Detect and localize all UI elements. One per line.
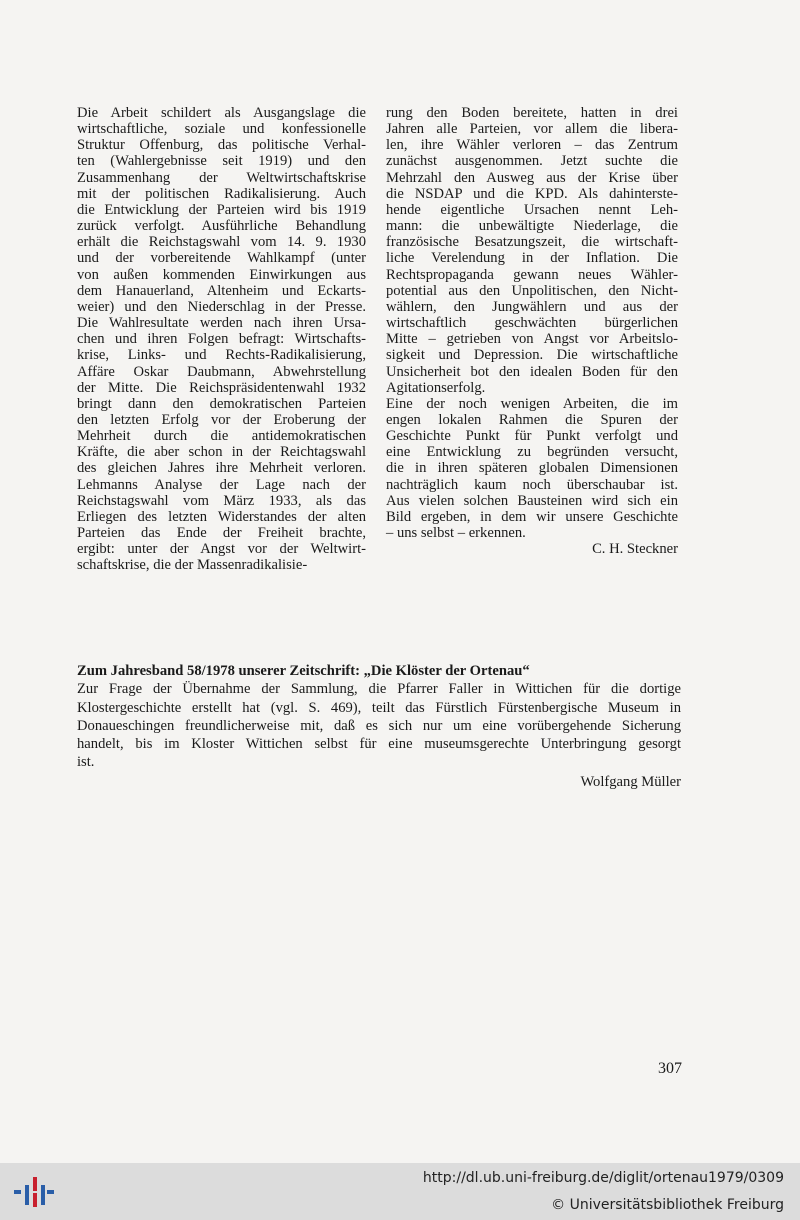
right-column-line: die in ihren späteren globalen Dimensionen bbox=[386, 460, 678, 477]
notice-line: Zur Frage der Übernahme der Sammlung, die Pfarrer Faller in Wittichen für die dortige bbox=[77, 681, 681, 698]
right-column-line: hende eigentliche Ursachen nennt Leh- bbox=[386, 201, 678, 218]
notice-line: Klostergeschichte erstellt hat (vgl. S. 469), teilt das Fürstlich Fürstenbergische Museum in bbox=[77, 699, 681, 716]
page-number: 307 bbox=[658, 1060, 682, 1077]
notice-section bbox=[77, 662, 681, 791]
right-column-line: Geschichte Punkt für Punkt verfolgt und bbox=[386, 428, 678, 445]
left-column-line: mit der politischen Radikalisierung. Auch bbox=[77, 185, 366, 202]
right-column-line: Mitte – getrieben von Angst vor Arbeitslo- bbox=[386, 331, 678, 348]
right-column-line: Mehrzahl den Ausweg aus der Krise über bbox=[386, 169, 678, 186]
right-text-column bbox=[386, 105, 678, 557]
left-column-line: Kräfte, die aber schon in der Reichtagswahl bbox=[77, 444, 366, 461]
right-column-line: Bild ergeben, in dem wir unsere Geschichte bbox=[386, 508, 678, 525]
left-column-line: Affäre Oskar Daubmann, Abwehrstellung bbox=[77, 363, 366, 380]
right-column-line: Eine der noch wenigen Arbeiten, die im bbox=[386, 395, 678, 412]
left-column-line: wirtschaftliche, soziale und konfessionelle bbox=[77, 121, 366, 138]
left-column-line: den letzten Erfolg vor der Eroberung der bbox=[77, 411, 366, 428]
right-column-line: potential aus den Unpolitischen, den Nicht- bbox=[386, 282, 678, 299]
left-column-line: Die Arbeit schildert als Ausgangslage die bbox=[77, 105, 366, 121]
notice-line: handelt, bis im Kloster Wittichen selbst für eine museumsgerechte Unterbringung gesorgt bbox=[77, 736, 681, 753]
left-column-line: ten (Wahlergebnisse seit 1919) und den bbox=[77, 153, 366, 170]
notice-body bbox=[77, 680, 681, 771]
right-column-line: wirtschaftlich geschwächten bürgerlichen bbox=[386, 315, 678, 332]
right-column-line: Rechtspropaganda gewann neues Wähler- bbox=[386, 266, 678, 283]
left-column-line: chen und ihren Folgen befragt: Wirtschafts- bbox=[77, 331, 366, 348]
left-column-line: weier) und den Niederschlag in der Presse. bbox=[77, 298, 366, 315]
left-column-line: schaftskrise, die der Massenradikalisie- bbox=[77, 557, 308, 574]
right-column-line: rung den Boden bereitete, hatten in drei bbox=[386, 105, 678, 121]
ub-freiburg-logo-icon bbox=[14, 1175, 54, 1209]
left-column-line: Die Wahlresultate werden nach ihren Ursa- bbox=[77, 315, 366, 332]
notice-author: Wolfgang Müller bbox=[580, 773, 681, 790]
left-column-line: ergibt: unter der Angst vor der Weltwirt- bbox=[77, 541, 366, 558]
right-column-line: mann: die unbewältigte Niederlage, die bbox=[386, 218, 678, 235]
right-column-line: Unsicherheit bot den idealen Boden für den bbox=[386, 363, 678, 380]
right-column-line: französische Besatzungszeit, die wirtschaft- bbox=[386, 234, 678, 251]
left-column-line: Mehrheit durch die antidemokratischen bbox=[77, 428, 366, 445]
left-column-line: Reichstagswahl vom März 1933, als das bbox=[77, 492, 366, 509]
footer-copyright: © Universitätsbibliothek Freiburg bbox=[551, 1197, 784, 1213]
left-column-line: zurück verfolgt. Ausführliche Behandlung bbox=[77, 218, 366, 235]
notice-heading: Zum Jahresband 58/1978 unserer Zeitschrift: „Die Klöster der Ortenau“ bbox=[77, 663, 530, 679]
left-column-line: die Entwicklung der Parteien wird bis 1919 bbox=[77, 201, 366, 218]
right-column-line: Agitationserfolg. bbox=[386, 379, 486, 396]
right-column-line: liche Verelendung in der Inflation. Die bbox=[386, 250, 678, 267]
footer-bar bbox=[0, 1163, 800, 1220]
review-signature: C. H. Steckner bbox=[592, 541, 678, 558]
right-column-line: zunächst ausgenommen. Jetzt suchte die bbox=[386, 153, 678, 170]
left-column-line: Parteien das Ende der Freiheit brachte, bbox=[77, 525, 366, 542]
right-column-line: eine Entwicklung zu begründen versucht, bbox=[386, 444, 678, 461]
right-column-line: Jahren alle Parteien, vor allem die libera- bbox=[386, 121, 678, 138]
notice-line: ist. bbox=[77, 754, 95, 771]
right-column-line: engen lokalen Rahmen die Spuren der bbox=[386, 411, 678, 428]
right-column-line: wählern, den Jungwählern und aus der bbox=[386, 298, 678, 315]
left-column-line: und der vorbereitende Wahlkampf (unter bbox=[77, 250, 366, 267]
left-column-line: bringt dann den demokratischen Parteien bbox=[77, 395, 366, 412]
right-column-line: len, ihre Wähler verloren – das Zentrum bbox=[386, 137, 678, 154]
left-column-line: dem Hanauerland, Altenheim und Eckarts- bbox=[77, 282, 366, 299]
right-column-line: sigkeit und Depression. Die wirtschaftliche bbox=[386, 347, 678, 364]
right-column-line: Aus vielen solchen Bausteinen wird sich ein bbox=[386, 492, 678, 509]
notice-line: Donaueschingen freundlicherweise mit, daß es sich nur um eine vorübergehende Sicherung bbox=[77, 717, 681, 734]
right-column-line: die NSDAP und die KPD. Als dahinterste- bbox=[386, 185, 678, 202]
left-column-line: von außen kommenden Einwirkungen aus bbox=[77, 266, 366, 283]
left-column-line: Struktur Offenburg, das politische Verhal- bbox=[77, 137, 366, 154]
left-column-line: der Mitte. Die Reichspräsidentenwahl 1932 bbox=[77, 379, 366, 396]
left-column-line: krise, Links- und Rechts-Radikalisierung, bbox=[77, 347, 366, 364]
footer-url-link[interactable]: http://dl.ub.uni-freiburg.de/diglit/ortenau1979/0309 bbox=[422, 1170, 784, 1186]
left-column-line: erhält die Reichstagswahl vom 14. 9. 1930 bbox=[77, 234, 366, 251]
right-column-line: nachträglich kaum noch überschaubar ist. bbox=[386, 476, 678, 493]
left-column-line: Erliegen des letzten Widerstandes der alten bbox=[77, 508, 366, 525]
right-column-line: – uns selbst – erkennen. bbox=[386, 525, 526, 542]
left-text-column bbox=[77, 105, 366, 574]
left-column-line: Zusammenhang der Weltwirtschaftskrise bbox=[77, 169, 366, 186]
left-column-line: Lehmanns Analyse der Lage nach der bbox=[77, 476, 366, 493]
left-column-line: des gleichen Jahres ihre Mehrheit verloren. bbox=[77, 460, 366, 477]
